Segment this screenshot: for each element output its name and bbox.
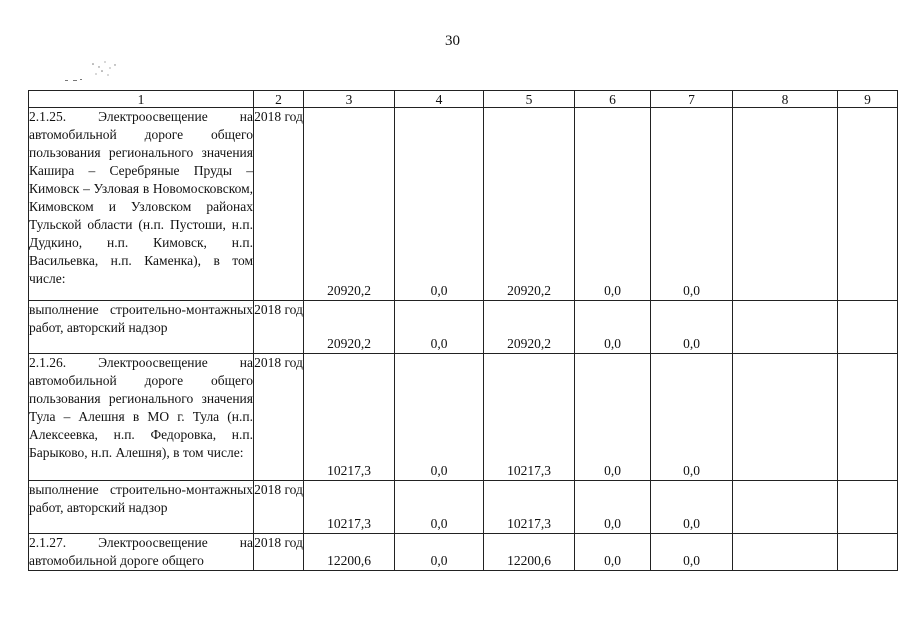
value-col-3: 10217,3 — [304, 481, 395, 534]
header-row — [29, 91, 898, 108]
header-cell-8: 8 — [733, 91, 838, 108]
value-col-9 — [838, 108, 898, 301]
item-description: 2.1.26. Электроосвещение на автомобильной дороге общего пользования регионального значения Тула – Алешня в МО г. Тула (н.п. Алексеевка, н.п. Федоровка, н.п. Барыково, н.п. Алешня), в том числе: — [29, 354, 254, 481]
value-col-7: 0,0 — [651, 481, 733, 534]
value-col-4: 0,0 — [395, 301, 484, 354]
value-col-6: 0,0 — [575, 481, 651, 534]
table-row — [29, 108, 898, 301]
item-description: 2.1.25. Электроосвещение на автомобильной дороге общего пользования регионального значения Кашира – Серебряные Пруды – Кимовск – Узловая в Новомосковском, Кимовском и Узловском районах Тульской области (н.п. Пустоши, н.п. Дудкино, н.п. Кимовск, н.п. Васильевка, н.п. Каменка), в том числе: — [29, 108, 254, 301]
value-col-4: 0,0 — [395, 108, 484, 301]
value-col-9 — [838, 534, 898, 571]
value-col-3: 20920,2 — [304, 108, 395, 301]
budget-table — [28, 90, 898, 571]
value-col-4: 0,0 — [395, 354, 484, 481]
value-col-5: 20920,2 — [484, 301, 575, 354]
value-col-3: 12200,6 — [304, 534, 395, 571]
header-cell-3: 3 — [304, 91, 395, 108]
header-cell-1: 1 — [29, 91, 254, 108]
value-col-3: 10217,3 — [304, 354, 395, 481]
header-cell-2: 2 — [254, 91, 304, 108]
value-col-9 — [838, 481, 898, 534]
value-col-4: 0,0 — [395, 481, 484, 534]
value-col-8 — [733, 354, 838, 481]
header-cell-6: 6 — [575, 91, 651, 108]
value-col-9 — [838, 301, 898, 354]
value-col-6: 0,0 — [575, 301, 651, 354]
value-col-5: 12200,6 — [484, 534, 575, 571]
item-year: 2018 год — [254, 354, 304, 481]
item-year: 2018 год — [254, 301, 304, 354]
item-year: 2018 год — [254, 108, 304, 301]
table-row — [29, 354, 898, 481]
value-col-5: 10217,3 — [484, 481, 575, 534]
value-col-6: 0,0 — [575, 108, 651, 301]
scan-artifact-mark — [55, 58, 125, 88]
value-col-8 — [733, 301, 838, 354]
value-col-8 — [733, 534, 838, 571]
value-col-5: 10217,3 — [484, 354, 575, 481]
table-row — [29, 534, 898, 571]
header-cell-4: 4 — [395, 91, 484, 108]
page-number: 30 — [445, 33, 460, 49]
item-description: выполнение строительно-монтажных работ, авторский надзор — [29, 301, 254, 354]
table-row — [29, 481, 898, 534]
value-col-7: 0,0 — [651, 534, 733, 571]
header-cell-7: 7 — [651, 91, 733, 108]
table-row — [29, 301, 898, 354]
header-cell-9: 9 — [838, 91, 898, 108]
item-year: 2018 год — [254, 481, 304, 534]
value-col-3: 20920,2 — [304, 301, 395, 354]
value-col-9 — [838, 354, 898, 481]
item-year: 2018 год — [254, 534, 304, 571]
value-col-4: 0,0 — [395, 534, 484, 571]
value-col-6: 0,0 — [575, 534, 651, 571]
value-col-8 — [733, 481, 838, 534]
item-description: 2.1.27. Электроосвещение на автомобильной дороге общего — [29, 534, 254, 571]
value-col-7: 0,0 — [651, 354, 733, 481]
value-col-5: 20920,2 — [484, 108, 575, 301]
item-description: выполнение строительно-монтажных работ, авторский надзор — [29, 481, 254, 534]
value-col-6: 0,0 — [575, 354, 651, 481]
value-col-7: 0,0 — [651, 108, 733, 301]
header-cell-5: 5 — [484, 91, 575, 108]
value-col-8 — [733, 108, 838, 301]
value-col-7: 0,0 — [651, 301, 733, 354]
